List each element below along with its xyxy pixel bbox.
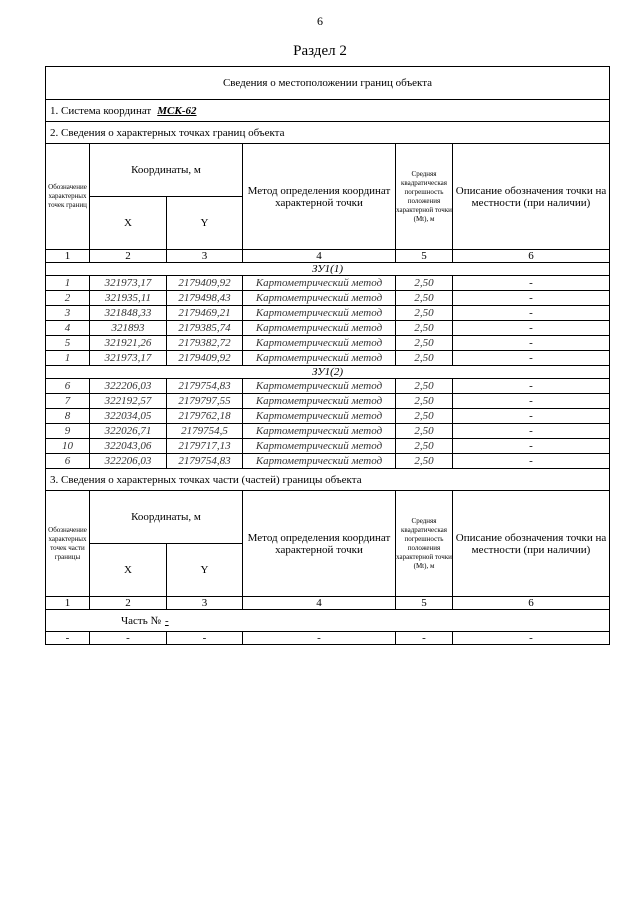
part-cell: - [243,632,396,645]
part-value: - [164,614,169,627]
column-number: 5 [396,597,453,610]
point-number-cell: 9 [46,424,90,439]
method-cell: Картометрический метод [243,409,396,424]
x-cell: 321935,11 [90,291,167,306]
part-cell: - [396,632,453,645]
header-desc-part: Описание обозначения точки на местности (при наличии) [453,491,610,597]
method-cell: Картометрический метод [243,394,396,409]
desc-cell: - [453,379,610,394]
x-cell: 322192,57 [90,394,167,409]
group-row [46,263,610,276]
x-cell: 322026,71 [90,424,167,439]
mt-cell: 2,50 [396,276,453,291]
header-x: X [90,197,167,250]
x-cell: 321893 [90,321,167,336]
y-cell: 2179754,83 [167,379,243,394]
x-cell: 322034,05 [90,409,167,424]
method-cell: Картометрический метод [243,351,396,366]
page-number: 6 [317,14,323,28]
table-row [46,351,610,366]
header-point-id: Обозначение характерных точек границ [46,144,90,250]
x-cell: 322206,03 [90,454,167,469]
mt-cell: 2,50 [396,454,453,469]
header-mt-part: Средняя квадратическая погрешность положения характерной точки (Mt), м [396,491,453,597]
y-cell: 2179409,92 [167,276,243,291]
point-number-cell: 6 [46,379,90,394]
point-number-cell: 8 [46,409,90,424]
method-cell: Картометрический метод [243,321,396,336]
desc-cell: - [453,291,610,306]
x-cell: 321973,17 [90,276,167,291]
header-method: Метод определения координат характерной точки [243,144,396,250]
mt-cell: 2,50 [396,379,453,394]
y-cell: 2179409,92 [167,351,243,366]
table-row [46,409,610,424]
mt-cell: 2,50 [396,306,453,321]
column-numbers-row [46,597,610,610]
column-number: 3 [167,597,243,610]
table-row [46,394,610,409]
method-cell: Картометрический метод [243,439,396,454]
group-row [46,366,610,379]
table-row [46,306,610,321]
column-number: 6 [453,250,610,263]
header-point-id-part: Обозначение характерных точек части границы [46,491,90,597]
part-cell: - [90,632,167,645]
header-mt: Средняя квадратическая погрешность положения характерной точки (Mt), м [396,144,453,250]
table-row [46,291,610,306]
mt-cell: 2,50 [396,291,453,306]
header-desc: Описание обозначения точки на местности (при наличии) [453,144,610,250]
header-y: Y [167,197,243,250]
method-cell: Картометрический метод [243,379,396,394]
point-number-cell: 7 [46,394,90,409]
group-name: ЗУ1(2) [46,366,610,379]
table-row [46,439,610,454]
column-number: 2 [90,597,167,610]
part-cell: - [453,632,610,645]
table-title: Сведения о местоположении границ объекта [46,67,610,100]
method-cell: Картометрический метод [243,336,396,351]
header-x-part: X [90,544,167,597]
table-row [46,424,610,439]
table-row [46,336,610,351]
x-cell: 321973,17 [90,351,167,366]
point-number-cell: 6 [46,454,90,469]
column-number: 2 [90,250,167,263]
mt-cell: 2,50 [396,409,453,424]
desc-cell: - [453,336,610,351]
table-row [46,379,610,394]
part-label-row [46,610,610,632]
section-title: Раздел 2 [293,43,347,59]
method-cell: Картометрический метод [243,276,396,291]
column-number: 5 [396,250,453,263]
section2-title: 2. Сведения о характерных точках границ объекта [46,122,610,144]
coord-system-value: МСК-62 [157,104,197,117]
point-number-cell: 1 [46,276,90,291]
column-number: 4 [243,597,396,610]
method-cell: Картометрический метод [243,424,396,439]
x-cell: 321921,26 [90,336,167,351]
column-number: 1 [46,597,90,610]
point-number-cell: 10 [46,439,90,454]
y-cell: 2179382,72 [167,336,243,351]
header-coords: Координаты, м [90,144,243,197]
part-cell: - [46,632,90,645]
column-numbers-row [46,250,610,263]
section3-title: 3. Сведения о характерных точках части (частей) границы объекта [46,469,610,491]
coord-system-row [46,100,610,122]
part-data-row [46,632,610,645]
desc-cell: - [453,351,610,366]
mt-cell: 2,50 [396,321,453,336]
y-cell: 2179385,74 [167,321,243,336]
point-number-cell: 3 [46,306,90,321]
y-cell: 2179498,43 [167,291,243,306]
point-number-cell: 2 [46,291,90,306]
y-cell: 2179797,55 [167,394,243,409]
group-name: ЗУ1(1) [46,263,610,276]
x-cell: 322043,06 [90,439,167,454]
mt-cell: 2,50 [396,424,453,439]
y-cell: 2179762,18 [167,409,243,424]
y-cell: 2179469,21 [167,306,243,321]
column-number: 4 [243,250,396,263]
mt-cell: 2,50 [396,351,453,366]
point-number-cell: 1 [46,351,90,366]
method-cell: Картометрический метод [243,306,396,321]
x-cell: 321848,33 [90,306,167,321]
method-cell: Картометрический метод [243,454,396,469]
header-method-part: Метод определения координат характерной точки [243,491,396,597]
y-cell: 2179717,13 [167,439,243,454]
desc-cell: - [453,454,610,469]
column-number: 3 [167,250,243,263]
part-cell: - [167,632,243,645]
table-row [46,321,610,336]
y-cell: 2179754,5 [167,424,243,439]
point-number-cell: 5 [46,336,90,351]
column-number: 1 [46,250,90,263]
x-cell: 322206,03 [90,379,167,394]
point-number-cell: 4 [46,321,90,336]
mt-cell: 2,50 [396,336,453,351]
header-y-part: Y [167,544,243,597]
part-label: Часть № [121,614,161,627]
table-row [46,454,610,469]
desc-cell: - [453,306,610,321]
desc-cell: - [453,424,610,439]
table-row [46,276,610,291]
desc-cell: - [453,321,610,336]
desc-cell: - [453,409,610,424]
mt-cell: 2,50 [396,394,453,409]
desc-cell: - [453,439,610,454]
coord-system-label: 1. Система координат [50,104,152,117]
y-cell: 2179754,83 [167,454,243,469]
header-coords-part: Координаты, м [90,491,243,544]
desc-cell: - [453,276,610,291]
boundary-table [45,66,610,645]
column-number: 6 [453,597,610,610]
mt-cell: 2,50 [396,439,453,454]
desc-cell: - [453,394,610,409]
method-cell: Картометрический метод [243,291,396,306]
